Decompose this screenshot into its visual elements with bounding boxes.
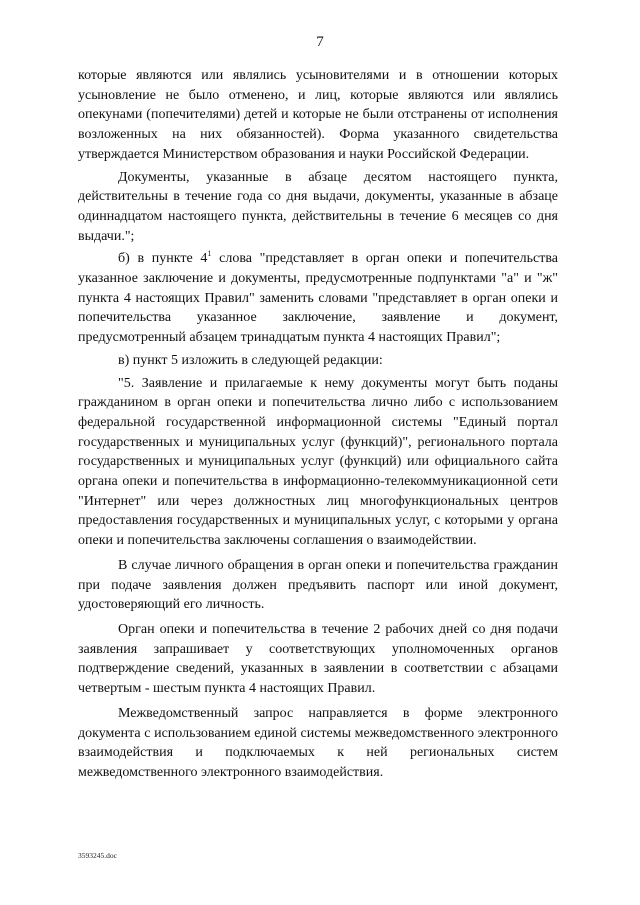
document-body	[78, 66, 558, 783]
amendment-b-text-end: слова "представляет в орган опеки и попечительства указанное заключение и документы, предусмотренные подпунктами "а" и "ж" пункта 4 настоящих Правил" заменить словами "представляет в орган опеки и попечительства указанное заключение, заявление и документ, предусмотренный абзацем тринадцатым пункта 4 настоящих Правил";	[78, 251, 558, 346]
footer-filename: 3593245.doc	[78, 851, 117, 860]
paragraph-amendment-c: в) пункт 5 изложить в следующей редакции:	[118, 352, 383, 368]
amendment-b-text-start: б) в пункте 4	[118, 251, 208, 267]
paragraph-amendment-b	[78, 249, 558, 348]
paragraph-continuation: которые являются или являлись усыновителями и в отношении которых усыновление не было отменено, и лиц, которые являются или являлись опекунами (попечителями) детей и которые не были отстранены от исполнения возложенных на них обязанностей). Форма указанного свидетельства утверждается Министерством образования и науки Российской Федерации.	[78, 68, 558, 162]
paragraph-interagency-request: Межведомственный запрос направляется в форме электронного документа с использованием единой системы межведомственного электронного взаимодействия и подключаемых к ней региональных систем межведомственного электронного взаимодействия.	[78, 705, 558, 780]
paragraph-validity: Документы, указанные в абзаце десятом настоящего пункта, действительны в течение года со дня выдачи, документы, указанные в абзаце одиннадцатом настоящего пункта, действительны в течение 6 месяцев со дня выдачи.";	[78, 169, 558, 244]
paragraph-request-confirmation: Орган опеки и попечительства в течение 2 рабочих дней со дня подачи заявления запрашивает у соответствующих уполномоченных органов подтверждение сведений, указанных в заявлении в соответствии с абзацами четвертым - шестым пункта 4 настоящих Правил.	[78, 621, 558, 697]
superscript-index: 1	[207, 249, 212, 259]
page-number: 7	[316, 34, 324, 50]
paragraph-point-5: "5. Заявление и прилагаемые к нему документы могут быть поданы гражданином в орган опеки и попечительства лично либо с использованием федеральной государственной информационной системы "Единый портал государственных и муниципальных услуг (функций)", регионального портала государственных и муниципальных услуг (функций) или официального сайта органа опеки и попечительства в информационно-телекоммуникационной сети "Интернет" или через должностных лиц многофункциональных центров предоставления государственных и муниципальных услуг, с которыми у органа опеки и попечительства заключены соглашения о взаимодействии.	[78, 375, 558, 549]
paragraph-personal-visit: В случае личного обращения в орган опеки и попечительства гражданин при подаче заявления должен предъявить паспорт или иной документ, удостоверяющий его личность.	[78, 557, 558, 613]
